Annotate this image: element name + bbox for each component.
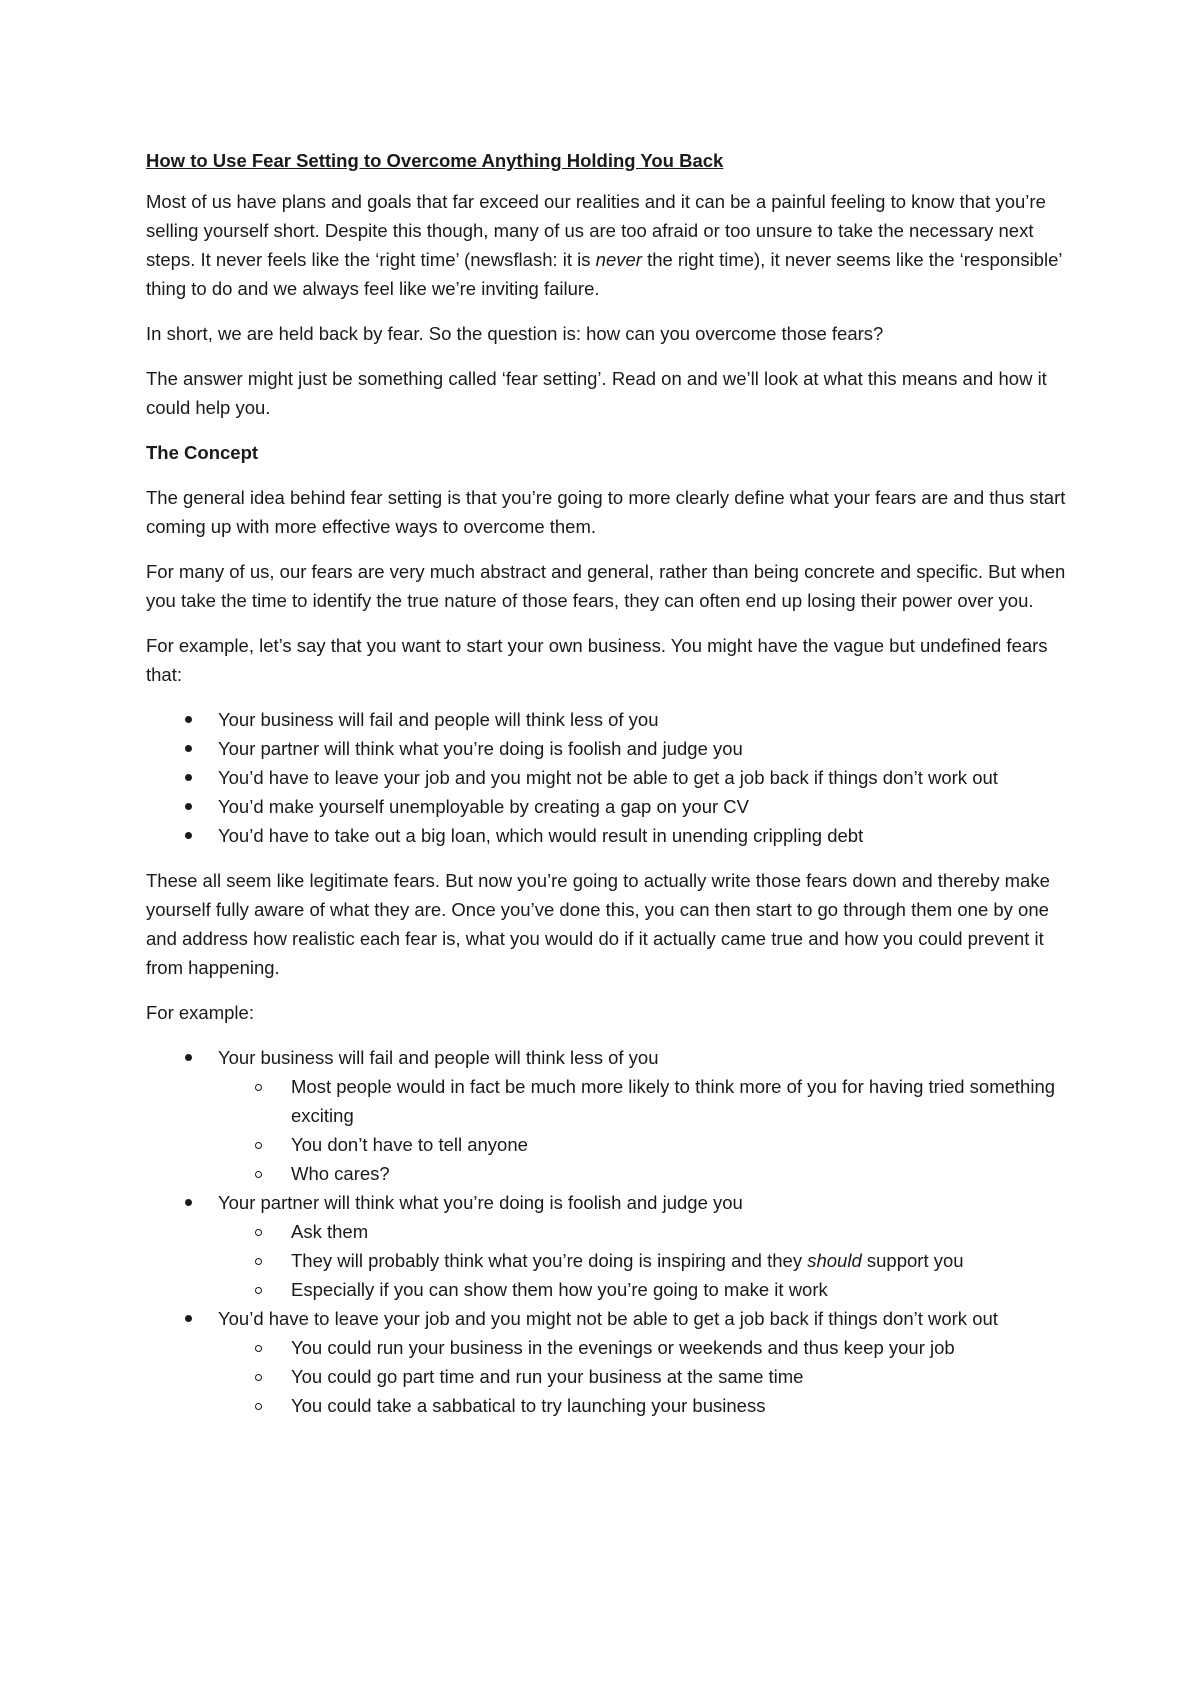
list-item	[218, 1304, 1066, 1420]
document-page	[146, 146, 1066, 1436]
list-item-text: Your business will fail and people will think less of you	[218, 709, 659, 730]
list-item	[218, 734, 1066, 763]
list-item	[218, 705, 1066, 734]
list-item-text: Your business will fail and people will think less of you	[218, 1047, 659, 1068]
section-heading-concept: The Concept	[146, 442, 259, 463]
document-title: How to Use Fear Setting to Overcome Anything Holding You Back	[146, 150, 724, 171]
concept-paragraph-5: For example:	[146, 1002, 254, 1023]
sub-list-item-text: You could run your business in the evenings or weekends and thus keep your job	[291, 1337, 955, 1358]
sub-list-item-text: Ask them	[291, 1221, 369, 1242]
concept-paragraph-3: For example, let’s say that you want to start your own business. You might have the vague but undefined fears that:	[146, 635, 1048, 685]
sub-list-item	[291, 1362, 1066, 1391]
list-item	[218, 821, 1066, 850]
examples-list	[146, 1043, 1066, 1420]
intro-paragraph-1	[146, 187, 1066, 303]
list-item-text: You’d make yourself unemployable by creating a gap on your CV	[218, 796, 749, 817]
sub-list-item-text: Especially if you can show them how you’re going to make it work	[291, 1279, 828, 1300]
intro-paragraph-3: The answer might just be something called ‘fear setting’. Read on and we’ll look at what this means and how it could help you.	[146, 368, 1047, 418]
sub-list-item-text-tail: support you	[861, 1250, 964, 1271]
sub-list-item	[291, 1217, 1066, 1246]
sub-list-item	[291, 1391, 1066, 1420]
concept-paragraph-1: The general idea behind fear setting is that you’re going to more clearly define what your fears are and thus start coming up with more effective ways to overcome them.	[146, 487, 1066, 537]
list-item	[218, 763, 1066, 792]
sub-list-item-text: Who cares?	[291, 1163, 390, 1184]
sub-list-item-text: Most people would in fact be much more likely to think more of you for having tried something exciting	[291, 1076, 1056, 1126]
intro-p1-emphasis: never	[595, 249, 642, 270]
sub-list	[218, 1072, 1066, 1188]
sub-list-item	[291, 1333, 1066, 1362]
sub-list-item	[291, 1275, 1066, 1304]
sub-list-item-text: They will probably think what you’re doing is inspiring and they	[291, 1250, 808, 1271]
sub-list-item-text: You don’t have to tell anyone	[291, 1134, 528, 1155]
sub-list	[218, 1217, 1066, 1304]
sub-list-item-text: You could take a sabbatical to try launching your business	[291, 1395, 766, 1416]
list-item-text: Your partner will think what you’re doing is foolish and judge you	[218, 738, 743, 759]
list-item-text: You’d have to leave your job and you might not be able to get a job back if things don’t work out	[218, 1308, 998, 1329]
intro-p1-text-a: Most of us have plans and goals that far exceed our realities and it can be a painful feeling to know that you’re selling yourself short. Despite this though, many of us are too afraid or too unsure to take the necessary next steps. It never feels like the ‘right time’ (newsflash: it is	[146, 191, 1046, 270]
sub-list-item-emphasis: should	[807, 1250, 862, 1271]
list-item	[218, 1043, 1066, 1188]
sub-list-item	[291, 1159, 1066, 1188]
sub-list	[218, 1333, 1066, 1420]
concept-paragraph-4: These all seem like legitimate fears. But now you’re going to actually write those fears down and thereby make yourself fully aware of what they are. Once you’ve done this, you can then start to go through them one by one and address how realistic each fear is, what you would do if it actually came true and how you could prevent it from happening.	[146, 870, 1050, 978]
sub-list-item	[291, 1246, 1066, 1275]
intro-paragraph-2: In short, we are held back by fear. So the question is: how can you overcome those fears?	[146, 323, 884, 344]
fears-list	[146, 705, 1066, 850]
list-item	[218, 792, 1066, 821]
list-item-text: Your partner will think what you’re doing is foolish and judge you	[218, 1192, 743, 1213]
list-item-text: You’d have to leave your job and you might not be able to get a job back if things don’t work out	[218, 767, 998, 788]
sub-list-item	[291, 1072, 1066, 1130]
sub-list-item	[291, 1130, 1066, 1159]
sub-list-item-text: You could go part time and run your business at the same time	[291, 1366, 804, 1387]
list-item-text: You’d have to take out a big loan, which would result in unending crippling debt	[218, 825, 864, 846]
intro-p1-text-b: the right time), it never seems like the ‘responsible’ thing to do and we always feel like we’re inviting failure.	[146, 249, 1062, 299]
concept-paragraph-2: For many of us, our fears are very much abstract and general, rather than being concrete and specific. But when you take the time to identify the true nature of those fears, they can often end up losing their power over you.	[146, 561, 1066, 611]
list-item	[218, 1188, 1066, 1304]
